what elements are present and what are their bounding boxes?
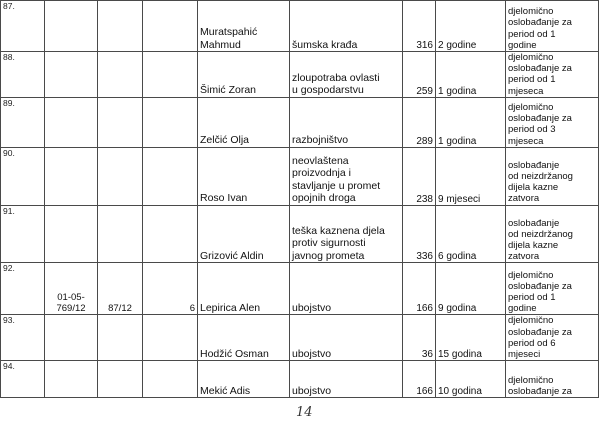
convict-name: Roso Ivan [198, 147, 290, 205]
case-number-cell [98, 52, 143, 98]
count-cell [143, 97, 198, 147]
case-number-cell [98, 361, 143, 398]
count-cell [143, 205, 198, 263]
table-row [1, 97, 599, 147]
release-cell: djelomično oslobađanje za period od 6 mjeseci [506, 315, 599, 361]
table-row [1, 52, 599, 98]
count-cell [143, 315, 198, 361]
sentence-cell: 2 godine [436, 1, 506, 52]
table-row [1, 361, 599, 398]
sentence-cell: 15 godina [436, 315, 506, 361]
convict-name: Šimić Zoran [198, 52, 290, 98]
case-date-cell [45, 205, 98, 263]
table-row [1, 263, 599, 315]
row-number: 88. [1, 52, 45, 98]
release-cell: oslobađanje od neizdržanog dijela kazne zatvora [506, 147, 599, 205]
offense-cell: ubojstvo [290, 361, 403, 398]
offense-cell: ubojstvo [290, 263, 403, 315]
value-cell: 336 [403, 205, 436, 263]
offense-cell: razbojništvo [290, 97, 403, 147]
sentence-cell: 9 godina [436, 263, 506, 315]
case-date-cell [45, 1, 98, 52]
case-number-cell [98, 315, 143, 361]
release-cell: djelomično oslobađanje za [506, 361, 599, 398]
value-cell: 289 [403, 97, 436, 147]
sentence-cell: 9 mjeseci [436, 147, 506, 205]
value-cell: 166 [403, 263, 436, 315]
row-number: 87. [1, 1, 45, 52]
value-cell: 238 [403, 147, 436, 205]
case-number-cell [98, 205, 143, 263]
table-row [1, 147, 599, 205]
case-date-cell: 01-05- 769/12 [45, 263, 98, 315]
value-cell: 36 [403, 315, 436, 361]
case-date-cell [45, 147, 98, 205]
count-cell [143, 1, 198, 52]
case-date-cell [45, 97, 98, 147]
case-number-cell: 87/12 [98, 263, 143, 315]
case-date-cell [45, 315, 98, 361]
release-cell: djelomično oslobađanje za period od 3 mjeseca [506, 97, 599, 147]
offense-cell: teška kaznena djela protiv sigurnosti javnog prometa [290, 205, 403, 263]
release-cell: oslobađanje od neizdržanog dijela kazne zatvora [506, 205, 599, 263]
row-number: 91. [1, 205, 45, 263]
sentence-cell: 6 godina [436, 205, 506, 263]
release-cell: djelomično oslobađanje za period od 1 mjeseca [506, 52, 599, 98]
count-cell [143, 361, 198, 398]
case-date-cell [45, 361, 98, 398]
table-row [1, 315, 599, 361]
offense-cell: ubojstvo [290, 315, 403, 361]
page-number: 14 [296, 405, 313, 420]
sentence-cell: 1 godina [436, 52, 506, 98]
case-number-cell [98, 1, 143, 52]
convict-name: Mekić Adis [198, 361, 290, 398]
table-row [1, 1, 599, 52]
row-number: 93. [1, 315, 45, 361]
sentence-cell: 10 godina [436, 361, 506, 398]
row-number: 90. [1, 147, 45, 205]
row-number: 89. [1, 97, 45, 147]
sentence-cell: 1 godina [436, 97, 506, 147]
table-body [1, 1, 599, 398]
row-number: 94. [1, 361, 45, 398]
convict-name: Zelčić Olja [198, 97, 290, 147]
count-cell [143, 147, 198, 205]
value-cell: 166 [403, 361, 436, 398]
convict-name: Grizović Aldin [198, 205, 290, 263]
convict-name: Lepirica Alen [198, 263, 290, 315]
row-number: 92. [1, 263, 45, 315]
case-number-cell [98, 147, 143, 205]
offense-cell: neovlaštena proizvodnja i stavljanje u promet opojnih droga [290, 147, 403, 205]
case-date-cell [45, 52, 98, 98]
value-cell: 316 [403, 1, 436, 52]
case-number-cell [98, 97, 143, 147]
count-cell [143, 52, 198, 98]
release-cell: djelomično oslobađanje za period od 1 godine [506, 263, 599, 315]
convict-name: Muratspahić Mahmud [198, 1, 290, 52]
table-row [1, 205, 599, 263]
convict-name: Hodžić Osman [198, 315, 290, 361]
offense-cell: šumska krađa [290, 1, 403, 52]
offense-cell: zloupotraba ovlasti u gospodarstvu [290, 52, 403, 98]
count-cell: 6 [143, 263, 198, 315]
value-cell: 259 [403, 52, 436, 98]
release-cell: djelomično oslobađanje za period od 1 godine [506, 1, 599, 52]
